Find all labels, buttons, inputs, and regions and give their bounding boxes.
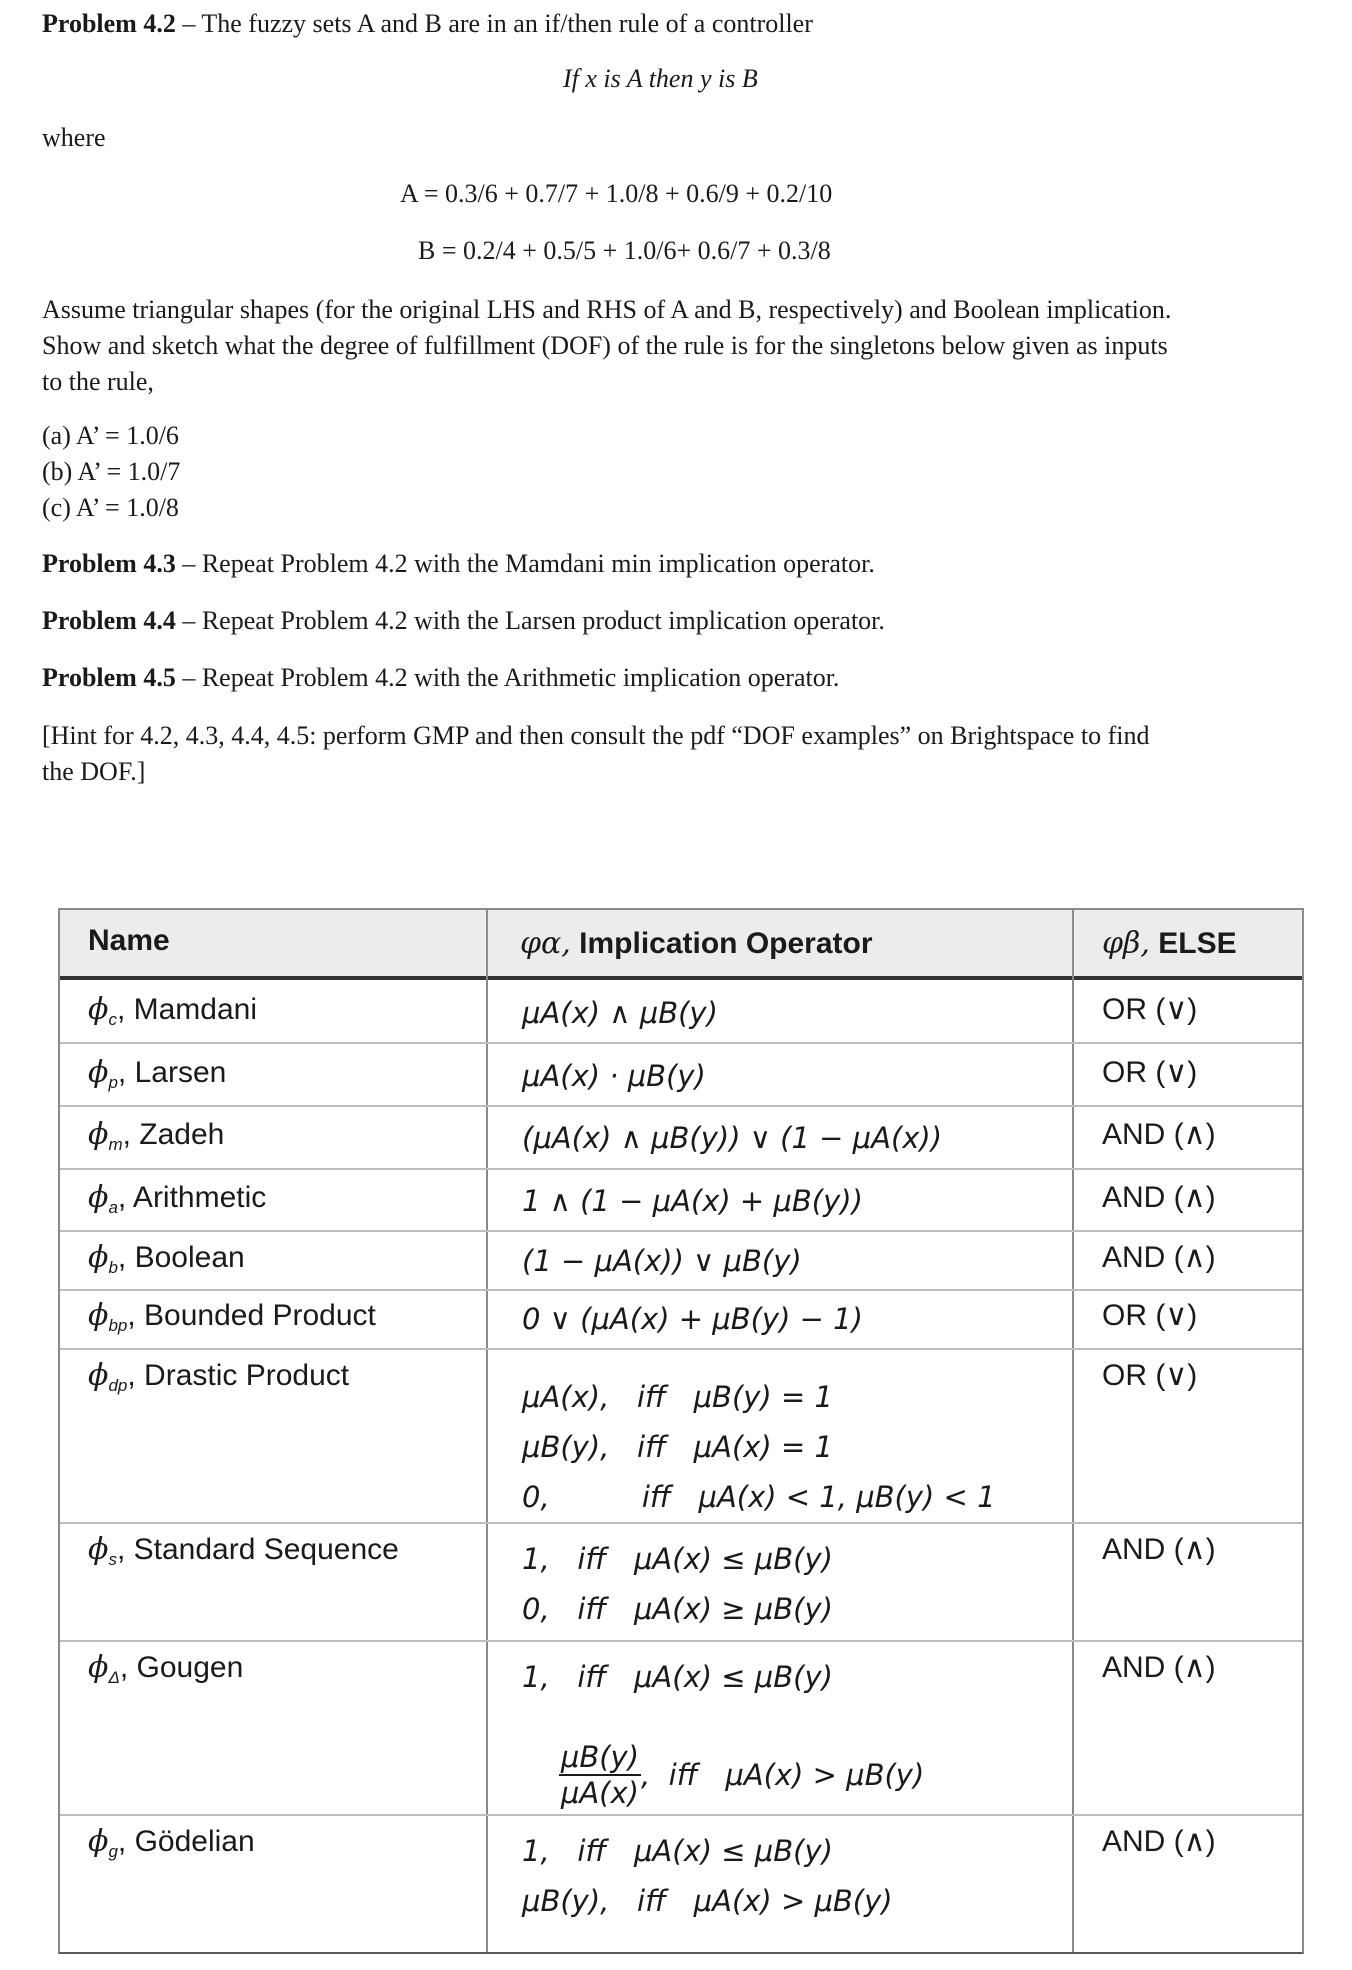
header-implication-operator xyxy=(520,926,873,961)
table-row-gougen-name: $\phi_\Delta$, Gougen xyxy=(88,1650,244,1687)
set-a-definition: A = 0.3/6 + 0.7/7 + 1.0/8 + 0.6/9 + 0.2/10 xyxy=(400,179,833,208)
table-row-zadeh-op: (μA(x) ∧ μB(y)) ∨ (1 − μA(x)) xyxy=(522,1121,943,1155)
hint-line-2: the DOF.] xyxy=(42,757,146,786)
table-row-boolean-name: $\phi_b$, Boolean xyxy=(88,1240,245,1277)
singleton-list xyxy=(42,418,1292,526)
problem-label: Problem 4.5 xyxy=(42,663,176,692)
hint-paragraph xyxy=(42,718,1292,790)
table-row-standard-sequence-op-2: 0, iff μA(x) ≥ μB(y) xyxy=(522,1592,833,1626)
problem-text: – The fuzzy sets A and B are in an if/then rule of a controller xyxy=(175,9,813,38)
problem-4-3 xyxy=(42,546,875,582)
table-row-gougen-op-2: $\frac{\mu B(y)}{\mu A(x)}$ , iff μA(x) > μB(y) xyxy=(560,1740,925,1810)
table-row-godelian-op-2: μB(y), iff μA(x) > μB(y) xyxy=(522,1884,893,1918)
hint-line-1: [Hint for 4.2, 4.3, 4.4, 4.5: perform GMP and then consult the pdf “DOF examples” on Brightspace to find xyxy=(42,721,1150,750)
row-divider xyxy=(60,1230,1302,1232)
set-b-definition: B = 0.2/4 + 0.5/5 + 1.0/6+ 0.6/7 + 0.3/8 xyxy=(418,236,831,265)
table-row-bounded-product-name: $\phi_{bp}$, Bounded Product xyxy=(88,1298,376,1335)
table-row-mamdani-name: $\phi_c$, Mamdani xyxy=(88,992,258,1029)
assumption-line-1: Assume triangular shapes (for the original LHS and RHS of A and B, respectively) and Boolean implication. xyxy=(42,295,1172,324)
problem-label: Problem 4.2 xyxy=(42,9,176,38)
problem-4-2-heading xyxy=(42,6,813,42)
table-row-godelian-else: AND (∧) xyxy=(1102,1825,1216,1858)
list-item: (a) A’ = 1.0/6 xyxy=(42,421,179,450)
assumption-line-3: to the rule, xyxy=(42,367,154,396)
table-row-drastic-product-op-2: μB(y), iff μA(x) = 1 xyxy=(522,1430,833,1464)
problem-4-5 xyxy=(42,660,839,696)
table-row-boolean-op: (1 − μA(x)) ∨ μB(y) xyxy=(522,1244,802,1278)
column-divider xyxy=(486,910,488,1952)
table-row-larsen-name: $\phi_p$, Larsen xyxy=(88,1055,227,1092)
header-name: Name xyxy=(88,924,170,957)
table-row-standard-sequence-else: AND (∧) xyxy=(1102,1533,1216,1566)
problem-label: Problem 4.3 xyxy=(42,549,176,578)
list-item: (c) A’ = 1.0/8 xyxy=(42,493,179,522)
problem-label: Problem 4.4 xyxy=(42,606,176,635)
row-divider xyxy=(60,1348,1302,1350)
table-row-arithmetic-else: AND (∧) xyxy=(1102,1181,1216,1214)
table-row-zadeh-else: AND (∧) xyxy=(1102,1118,1216,1151)
table-row-godelian-op-1: 1, iff μA(x) ≤ μB(y) xyxy=(522,1834,833,1868)
table-row-drastic-product-op-1: μA(x), iff μB(y) = 1 xyxy=(522,1380,833,1414)
row-divider xyxy=(60,1640,1302,1642)
row-divider xyxy=(60,1042,1302,1044)
table-row-drastic-product-name: $\phi_{dp}$, Drastic Product xyxy=(88,1358,350,1395)
table-row-drastic-product-else: OR (∨) xyxy=(1102,1359,1198,1392)
table-row-standard-sequence-name: $\phi_s$, Standard Sequence xyxy=(88,1532,399,1569)
problem-text: – Repeat Problem 4.2 with the Arithmetic implication operator. xyxy=(175,663,840,692)
implication-operator-table xyxy=(58,908,1304,1954)
assumption-paragraph xyxy=(42,292,1292,400)
table-row-arithmetic-op: 1 ∧ (1 − μA(x) + μB(y)) xyxy=(522,1184,863,1218)
rule-statement: If x is A then y is B xyxy=(563,64,758,93)
gougen-fraction: $\frac{\mu B(y)}{\mu A(x)}$ xyxy=(560,1740,640,1810)
table-row-mamdani-else: OR (∨) xyxy=(1102,993,1198,1026)
header-else-label: ELSE xyxy=(1158,927,1237,960)
phi-alpha-symbol: φα, xyxy=(520,926,571,961)
table-row-zadeh-name: $\phi_m$, Zadeh xyxy=(88,1117,225,1154)
table-row-arithmetic-name: $\phi_a$, Arithmetic xyxy=(88,1180,267,1217)
header-else xyxy=(1102,926,1237,961)
header-implication-label: Implication Operator xyxy=(579,927,873,960)
column-divider xyxy=(1072,910,1074,1952)
row-divider xyxy=(60,1168,1302,1170)
table-row-gougen-else: AND (∧) xyxy=(1102,1651,1216,1684)
table-row-larsen-op: μA(x) · μB(y) xyxy=(522,1059,706,1093)
table-row-bounded-product-else: OR (∨) xyxy=(1102,1299,1198,1332)
table-row-standard-sequence-op-1: 1, iff μA(x) ≤ μB(y) xyxy=(522,1542,833,1576)
table-row-larsen-else: OR (∨) xyxy=(1102,1056,1198,1089)
list-item: (b) A’ = 1.0/7 xyxy=(42,457,181,486)
table-row-boolean-else: AND (∧) xyxy=(1102,1241,1216,1274)
table-row-godelian-name: $\phi_g$, Gödelian xyxy=(88,1824,255,1861)
row-divider xyxy=(60,1105,1302,1107)
problem-4-4 xyxy=(42,603,885,639)
table-row-bounded-product-op: 0 ∨ (μA(x) + μB(y) − 1) xyxy=(522,1302,863,1336)
row-divider xyxy=(60,1289,1302,1291)
table-row-mamdani-op: μA(x) ∧ μB(y) xyxy=(522,996,718,1030)
row-divider xyxy=(60,1522,1302,1524)
phi-beta-symbol: φβ, xyxy=(1102,926,1150,961)
assumption-line-2: Show and sketch what the degree of fulfillment (DOF) of the rule is for the singletons below given as inputs xyxy=(42,331,1168,360)
table-row-drastic-product-op-3: 0, iff μA(x) < 1, μB(y) < 1 xyxy=(522,1480,996,1514)
table-row-gougen-op-1: 1, iff μA(x) ≤ μB(y) xyxy=(522,1660,833,1694)
where-label: where xyxy=(42,123,106,152)
problem-text: – Repeat Problem 4.2 with the Mamdani min implication operator. xyxy=(175,549,875,578)
problem-text: – Repeat Problem 4.2 with the Larsen product implication operator. xyxy=(175,606,885,635)
